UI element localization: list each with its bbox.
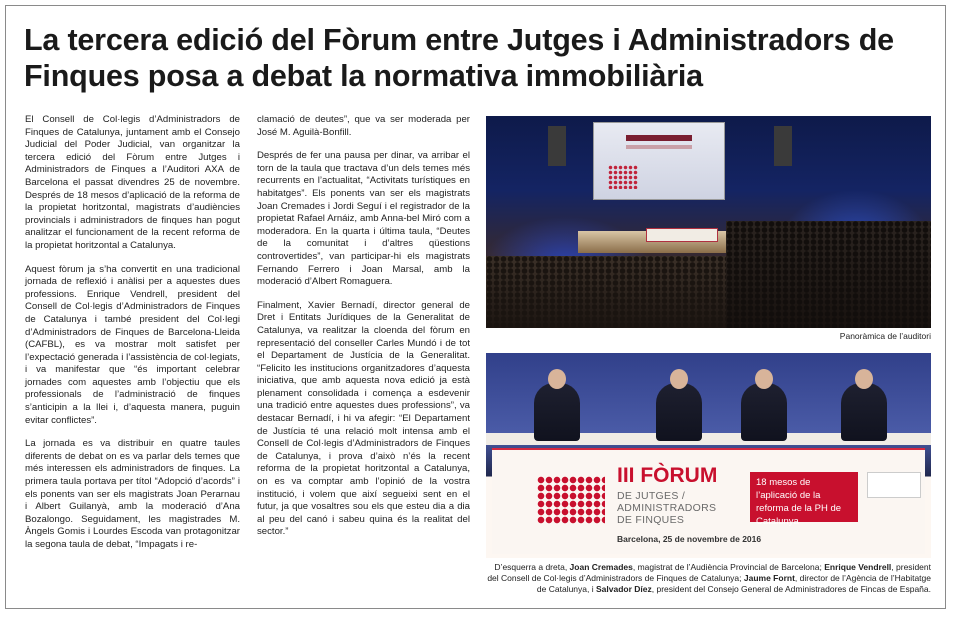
photo-caption: Panoràmica de l’auditori bbox=[839, 331, 931, 341]
auditorium-photo bbox=[486, 116, 931, 328]
caption-text: , director de l’Agència de l’Habitatge de Catalunya, i bbox=[536, 573, 931, 594]
paragraph: La jornada es va distribuir en quatre taules diferents de debat on es va parlar dels temes que més interessen els administradors de finques. La primera taula portava per títol “Adopció d’acords” i els ponents van ser els magistrats Joan Perarnau i Albert Guilanyà, amb la moderació d’Ana Bozalongo. Seguidament, les magistrades M. Àngels Gomis i Lourdes Escoda van protagonitzar la segona taula de debat, “Impagats i re- bbox=[25, 438, 240, 550]
projection-screen bbox=[593, 122, 725, 200]
caption-person-name: Joan Cremades bbox=[569, 562, 633, 572]
caption-text: D’esquerra a dreta, bbox=[494, 562, 570, 572]
article-headline: La tercera edició del Fòrum entre Jutges i Administradors de Finques posa a debat la normativa immobiliària bbox=[24, 23, 894, 93]
caption-text: , president del Consejo General de Administradores de Fincas de España. bbox=[651, 584, 931, 594]
banner-subtitle: ADMINISTRADORS bbox=[617, 502, 717, 514]
speaker-pillar bbox=[548, 126, 566, 166]
panelist-head bbox=[855, 369, 873, 389]
paragraph: Finalment, Xavier Bernadí, director general de Dret i Entitats Jurídiques de la Generalitat de Catalunya, va realitzar la cloenda del fòrum en representació del conseller Carles Mundó i de tot el Departament de Justícia de la Generalitat. “Felicito les institucions organitzadores d’aquesta iniciativa, que amb aquesta nova edició ja està plenament consolidada i comença a esdevenir una tradició entre aquestes dues professions”, va destacar Bernadí, i hi va afegir: “El Departament de Justícia té una relació molt intensa amb el Consell de Col·legis d’Administradors de Finques de Catalunya, i prova d’això n’és la recent reforma de la propietat horitzontal a Catalunya, on es va comptar amb l’opinió de la vostra institució, i volem que així segueixi sent en el futur, ja que vosaltres sou els que esteu dia a dia al peu del canó i sabeu quina és la realitat del sector.” bbox=[257, 299, 470, 538]
panelist bbox=[656, 383, 702, 441]
paragraph: El Consell de Col·legis d’Administradors de Finques de Catalunya, juntament amb el Consejo Judicial del Poder Judicial, van organitzar la tercera edició del Fòrum entre Jutges i Administradors de Finques a l’Auditori AXA de Barcelona el passat divendres 25 de novembre. Després de 18 mesos d’aplicació de la reforma de la propietat horitzontal, magistrats d’audiències provincials i administradors de finques han pogut analitzar el funcionament de la recent reforma de la propietat horitzontal a Catalunya. bbox=[25, 114, 240, 251]
paragraph: Aquest fòrum ja s’ha convertit en una tradicional jornada de reflexió i anàlisi per a aquestes dues professions. Enrique Vendrell, president del Consell de Col·legis d’Administradors de Finques de Catalunya i també president del Col·legi d’Administradors de Finques de Barcelona-Lleida (CAFBL), es va mostrar molt satisfet per l’expectació generada i l’assistència de col·legiats, i va manifestar que “és important celebrar jornades com aquestes amb l’objectiu que els professionals de l’administració de finques s’anticipin a la llei i, d’aquesta manera, puguin evitar conflictes”. bbox=[25, 263, 240, 426]
article-column-1 bbox=[25, 114, 240, 563]
caption-text: , president del Consell de Col·legis d’Administradors de Finques de Catalunya; bbox=[487, 562, 931, 583]
screen-graphic bbox=[626, 145, 692, 149]
banner-box: 18 mesos de l’aplicació de la reforma de la PH de Catalunya bbox=[750, 472, 858, 522]
dots-logo-icon bbox=[537, 476, 605, 524]
dots-logo-icon bbox=[608, 165, 638, 189]
caption-person-name: Enrique Vendrell bbox=[824, 562, 892, 572]
paragraph: clamació de deutes”, que va ser moderada per José M. Aguilà-Bonfill. bbox=[257, 114, 470, 138]
screen-graphic bbox=[626, 135, 692, 141]
caption-person-name: Salvador Díez bbox=[596, 584, 652, 594]
banner-title: III FÒRUM bbox=[617, 464, 718, 487]
panelist bbox=[741, 383, 787, 441]
council-logo-icon bbox=[867, 472, 921, 498]
banner-date: Barcelona, 25 de novembre de 2016 bbox=[617, 534, 762, 544]
stage-banner bbox=[646, 228, 718, 242]
article-column-2 bbox=[257, 114, 470, 550]
banner-subtitle: DE JUTGES / bbox=[617, 490, 686, 502]
photo-caption bbox=[486, 562, 931, 595]
panelist-head bbox=[548, 369, 566, 389]
audience bbox=[726, 221, 931, 328]
panelist bbox=[534, 383, 580, 441]
forum-banner bbox=[492, 448, 925, 554]
panelist-head bbox=[670, 369, 688, 389]
panelist bbox=[841, 383, 887, 441]
caption-text: , magistrat de l’Audiència Provincial de Barcelona; bbox=[632, 562, 825, 572]
speaker-pillar bbox=[774, 126, 792, 166]
panel-photo bbox=[486, 353, 931, 558]
banner-subtitle: DE FINQUES bbox=[617, 514, 685, 526]
panelist-head bbox=[755, 369, 773, 389]
paragraph: Després de fer una pausa per dinar, va arribar el torn de la taula que tractava d’un dels temes més recurrents en l’actualitat, “Activitats turístiques en habitatges”. Els ponents van ser els magistrats Joan Cremades i Jordi Seguí i el registrador de la propietat Rafael Arnáiz, amb Anna-bel Miró com a moderadora. En la quarta i última taula, “Deutes de la comunitat i d’altres qüestions controvertides”, van participar-hi els magistrats Fernando Ferrero i Joan Marsal, amb la moderació d’Albert Romaguera. bbox=[257, 150, 470, 288]
caption-person-name: Jaume Fornt bbox=[743, 573, 795, 583]
